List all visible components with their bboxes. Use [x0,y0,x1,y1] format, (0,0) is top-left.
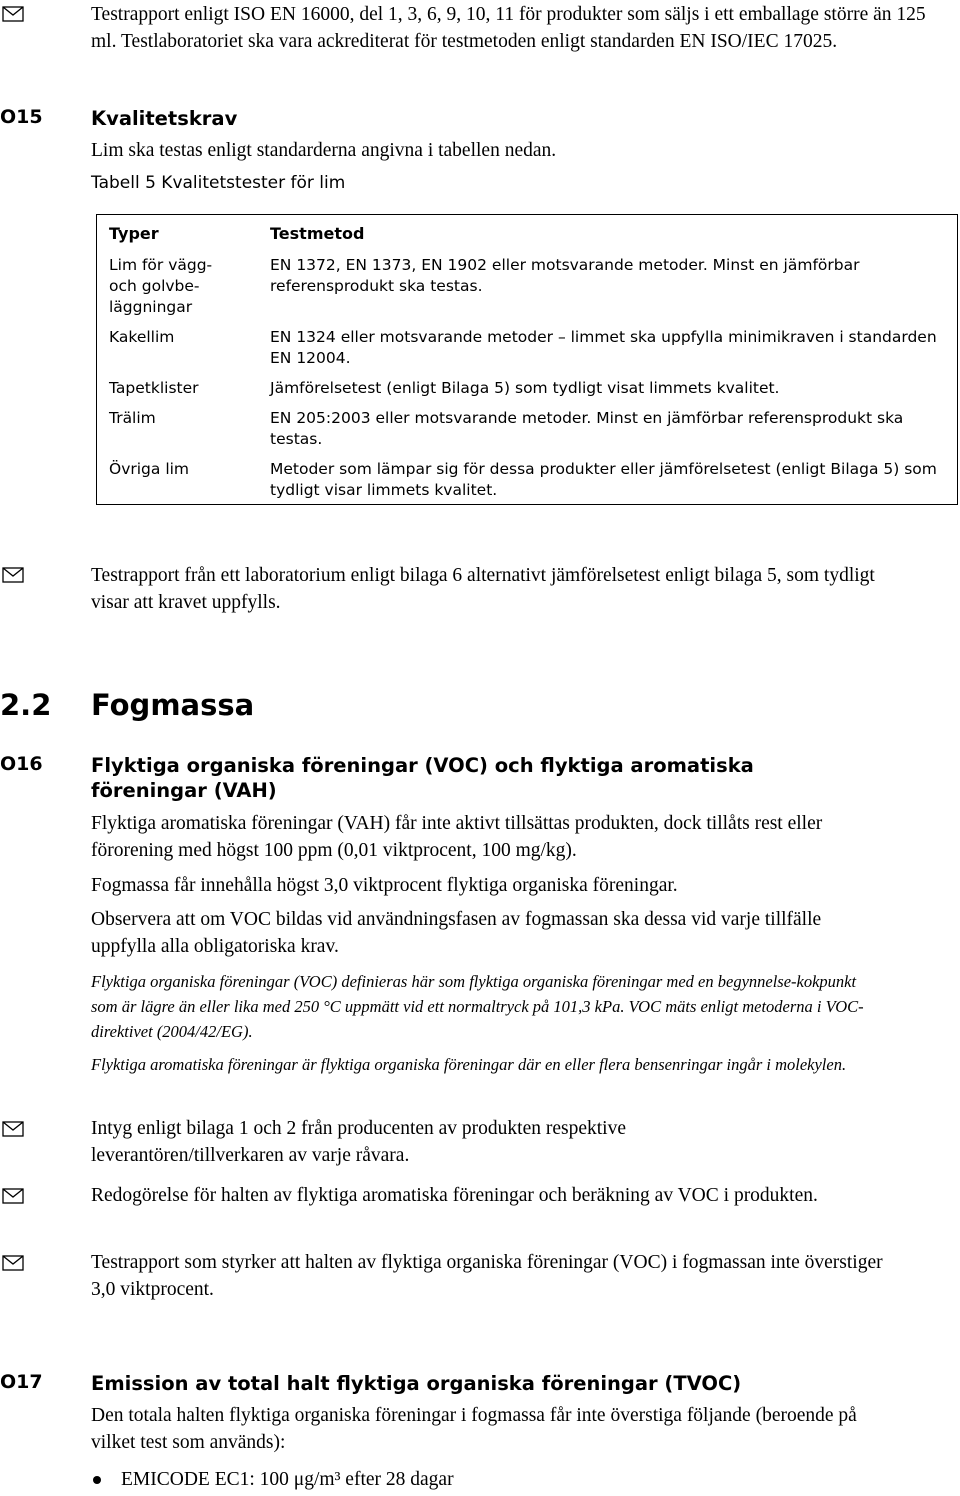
table-cell-type: Lim för vägg- och golvbe-läggningar [109,256,213,316]
table-cell-type: Övriga lim [109,460,190,478]
requirement-text: Den totala halten flyktiga organiska föreningar i fogmassa får inte överstiga följande (beroende på vilket test som används): [91,1405,857,1453]
quality-test-table [96,214,958,505]
requirement-code: O17 [0,1371,43,1393]
definition-note: Flyktiga aromatiska föreningar är flyktiga organiska föreningar där en eller flera bensenringar ingår i molekylen. [91,1055,847,1074]
o16-bullet-text: Testrapport som styrker att halten av flyktiga organiska föreningar (VOC) i fogmassan inte överstiger 3,0 viktprocent. [91,1252,883,1300]
envelope-icon [2,567,24,583]
o16-bullet-text: Intyg enligt bilaga 1 och 2 från producenten av produkten respektive leverantören/tillverkaren av varje råvara. [91,1118,626,1166]
bullet-dot-icon [93,1476,101,1484]
requirement-title: Emission av total halt flyktiga organiska föreningar (TVOC) [91,1372,742,1395]
table-cell-type: Tapetklister [109,379,199,397]
requirement-text: Lim ska testas enligt standarderna angivna i tabellen nedan. [91,140,557,161]
table-caption: Tabell 5 Kvalitetstester för lim [91,173,346,193]
intro-bullet-text: Testrapport enligt ISO EN 16000, del 1, 3, 6, 9, 10, 11 för produkter som säljs i ett emballage större än 125 ml. Testlaboratoriet ska vara ackrediterat för testmetoden enligt standarden EN ISO/IEC 17025. [91,4,926,52]
table-cell-method: EN 1372, EN 1373, EN 1902 eller motsvarande metoder. Minst en jämförbar referensprodukt ska testas. [270,256,860,295]
requirement-code: O15 [0,106,43,128]
table-cell-method: EN 205:2003 eller motsvarande metoder. Minst en jämförbar referensprodukt ska testas. [270,409,904,448]
envelope-icon [2,1121,24,1137]
requirement-title: Flyktiga organiska föreningar (VOC) och flyktiga aromatiska föreningar (VAH) [91,754,754,802]
table-cell-type: Kakellim [109,328,175,346]
envelope-icon [2,1255,24,1271]
envelope-icon [2,1188,24,1204]
paragraph: Fogmassa får innehålla högst 3,0 viktprocent flyktiga organiska föreningar. [91,875,678,896]
section-title: Fogmassa [91,688,255,722]
table-header-types: Typer [109,224,159,243]
o16-bullet-text: Redogörelse för halten av flyktiga aromatiska föreningar och beräkning av VOC i produkten. [91,1185,818,1206]
requirement-code: O16 [0,753,43,775]
o15-bullet-text: Testrapport från ett laboratorium enligt bilaga 6 alternativt jämförelsetest enligt bilaga 5, som tydligt visar att kravet uppfylls. [91,565,875,613]
paragraph: Observera att om VOC bildas vid användningsfasen av fogmassan ska dessa vid varje tillfälle uppfylla alla obligatoriska krav. [91,909,822,957]
table-cell-type: Trälim [109,409,156,427]
table-cell-method: EN 1324 eller motsvarande metoder – limmet ska uppfylla minimikraven i standarden EN 12004. [270,328,937,367]
definition-note: Flyktiga organiska föreningar (VOC) definieras här som flyktiga organiska föreningar med en begynnelse-kokpunkt som är lägre än eller lika med 250 °C uppmätt vid ett normaltryck på 101,3 kPa. VOC mäts enligt metoderna i VOC-direktivet (2004/42/EG). [91,972,864,1041]
paragraph: Flyktiga aromatiska föreningar (VAH) får inte aktivt tillsättas produkten, dock tillåts rest eller förorening med högst 100 ppm (0,01 viktprocent, 100 mg/kg). [91,813,823,861]
section-number: 2.2 [0,688,52,722]
table-cell-method: Metoder som lämpar sig för dessa produkter eller jämförelsetest (enligt Bilaga 5) som tydligt visar limmets kvalitet. [270,460,937,499]
list-item: EMICODE EC1: 100 μg/m³ efter 28 dagar [121,1469,454,1490]
table-cell-method: Jämförelsetest (enligt Bilaga 5) som tydligt visat limmets kvalitet. [270,379,780,397]
envelope-icon [2,6,24,22]
requirement-title: Kvalitetskrav [91,107,238,130]
table-header-method: Testmetod [270,224,365,243]
